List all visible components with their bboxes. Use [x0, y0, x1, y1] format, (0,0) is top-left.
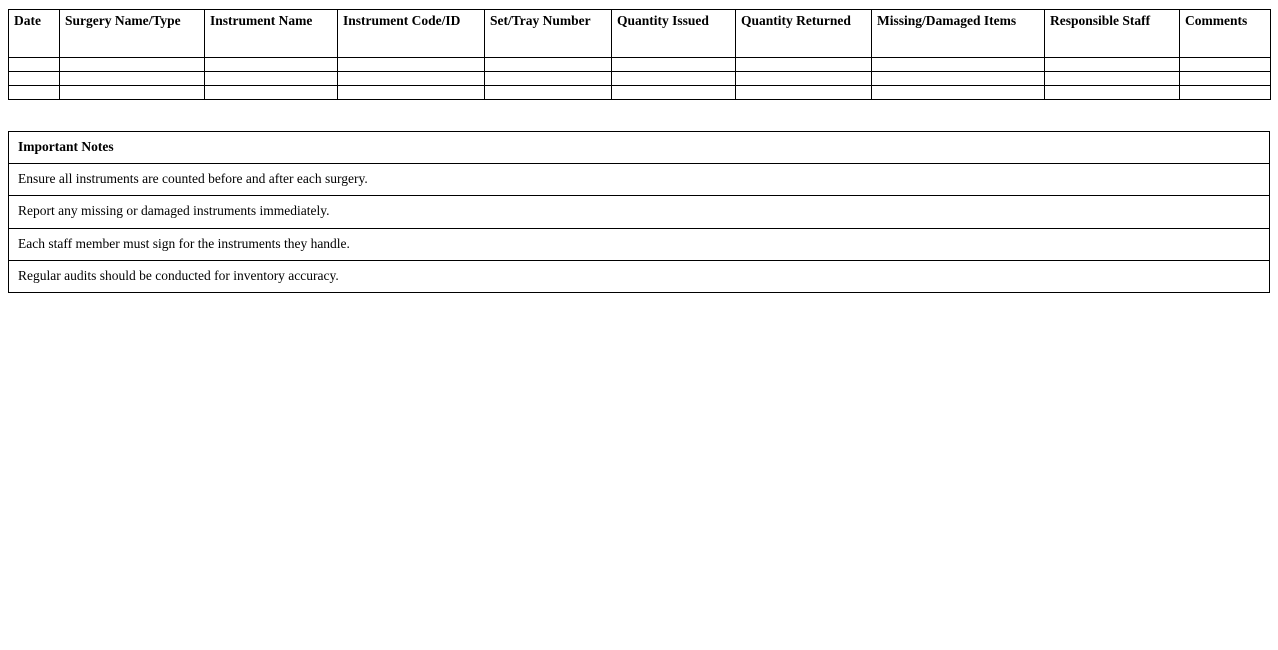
list-item [9, 196, 1270, 228]
cell-quantity-returned[interactable] [736, 86, 872, 100]
cell-responsible-staff[interactable] [1045, 58, 1180, 72]
cell-instrument-name[interactable] [205, 72, 338, 86]
table-row [9, 72, 1271, 86]
column-header-comments: Comments [1180, 10, 1271, 58]
cell-missing-damaged-items[interactable] [872, 86, 1045, 100]
cell-instrument-code-id[interactable] [338, 72, 485, 86]
column-header-date: Date [9, 10, 60, 58]
column-header-instrument-code-id: Instrument Code/ID [338, 10, 485, 58]
cell-set-tray-number[interactable] [485, 72, 612, 86]
cell-quantity-issued[interactable] [612, 72, 736, 86]
note-item-2: Report any missing or damaged instruments immediately. [9, 196, 1270, 228]
list-item [9, 164, 1270, 196]
cell-responsible-staff[interactable] [1045, 86, 1180, 100]
column-header-quantity-returned: Quantity Returned [736, 10, 872, 58]
cell-set-tray-number[interactable] [485, 86, 612, 100]
column-header-responsible-staff: Responsible Staff [1045, 10, 1180, 58]
list-item [9, 260, 1270, 292]
cell-instrument-code-id[interactable] [338, 58, 485, 72]
cell-quantity-issued[interactable] [612, 58, 736, 72]
cell-instrument-name[interactable] [205, 86, 338, 100]
important-notes-table [8, 131, 1270, 293]
cell-comments[interactable] [1180, 58, 1271, 72]
table-row [9, 86, 1271, 100]
note-item-1: Ensure all instruments are counted before and after each surgery. [9, 164, 1270, 196]
cell-responsible-staff[interactable] [1045, 72, 1180, 86]
cell-missing-damaged-items[interactable] [872, 72, 1045, 86]
cell-quantity-returned[interactable] [736, 72, 872, 86]
note-item-3: Each staff member must sign for the instruments they handle. [9, 228, 1270, 260]
table-row [9, 58, 1271, 72]
column-header-instrument-name: Instrument Name [205, 10, 338, 58]
notes-header-label: Important Notes [9, 132, 1270, 164]
note-item-4: Regular audits should be conducted for inventory accuracy. [9, 260, 1270, 292]
cell-instrument-name[interactable] [205, 58, 338, 72]
cell-surgery-name-type[interactable] [60, 86, 205, 100]
column-header-missing-damaged-items: Missing/Damaged Items [872, 10, 1045, 58]
cell-set-tray-number[interactable] [485, 58, 612, 72]
cell-quantity-returned[interactable] [736, 58, 872, 72]
cell-instrument-code-id[interactable] [338, 86, 485, 100]
column-header-set-tray-number: Set/Tray Number [485, 10, 612, 58]
cell-date[interactable] [9, 58, 60, 72]
column-header-surgery-name-type: Surgery Name/Type [60, 10, 205, 58]
notes-header-row [9, 132, 1270, 164]
table-header-row [9, 10, 1271, 58]
cell-surgery-name-type[interactable] [60, 58, 205, 72]
cell-comments[interactable] [1180, 72, 1271, 86]
cell-comments[interactable] [1180, 86, 1271, 100]
column-header-quantity-issued: Quantity Issued [612, 10, 736, 58]
cell-date[interactable] [9, 86, 60, 100]
cell-surgery-name-type[interactable] [60, 72, 205, 86]
cell-date[interactable] [9, 72, 60, 86]
instrument-log-table [8, 9, 1271, 100]
cell-quantity-issued[interactable] [612, 86, 736, 100]
cell-missing-damaged-items[interactable] [872, 58, 1045, 72]
list-item [9, 228, 1270, 260]
